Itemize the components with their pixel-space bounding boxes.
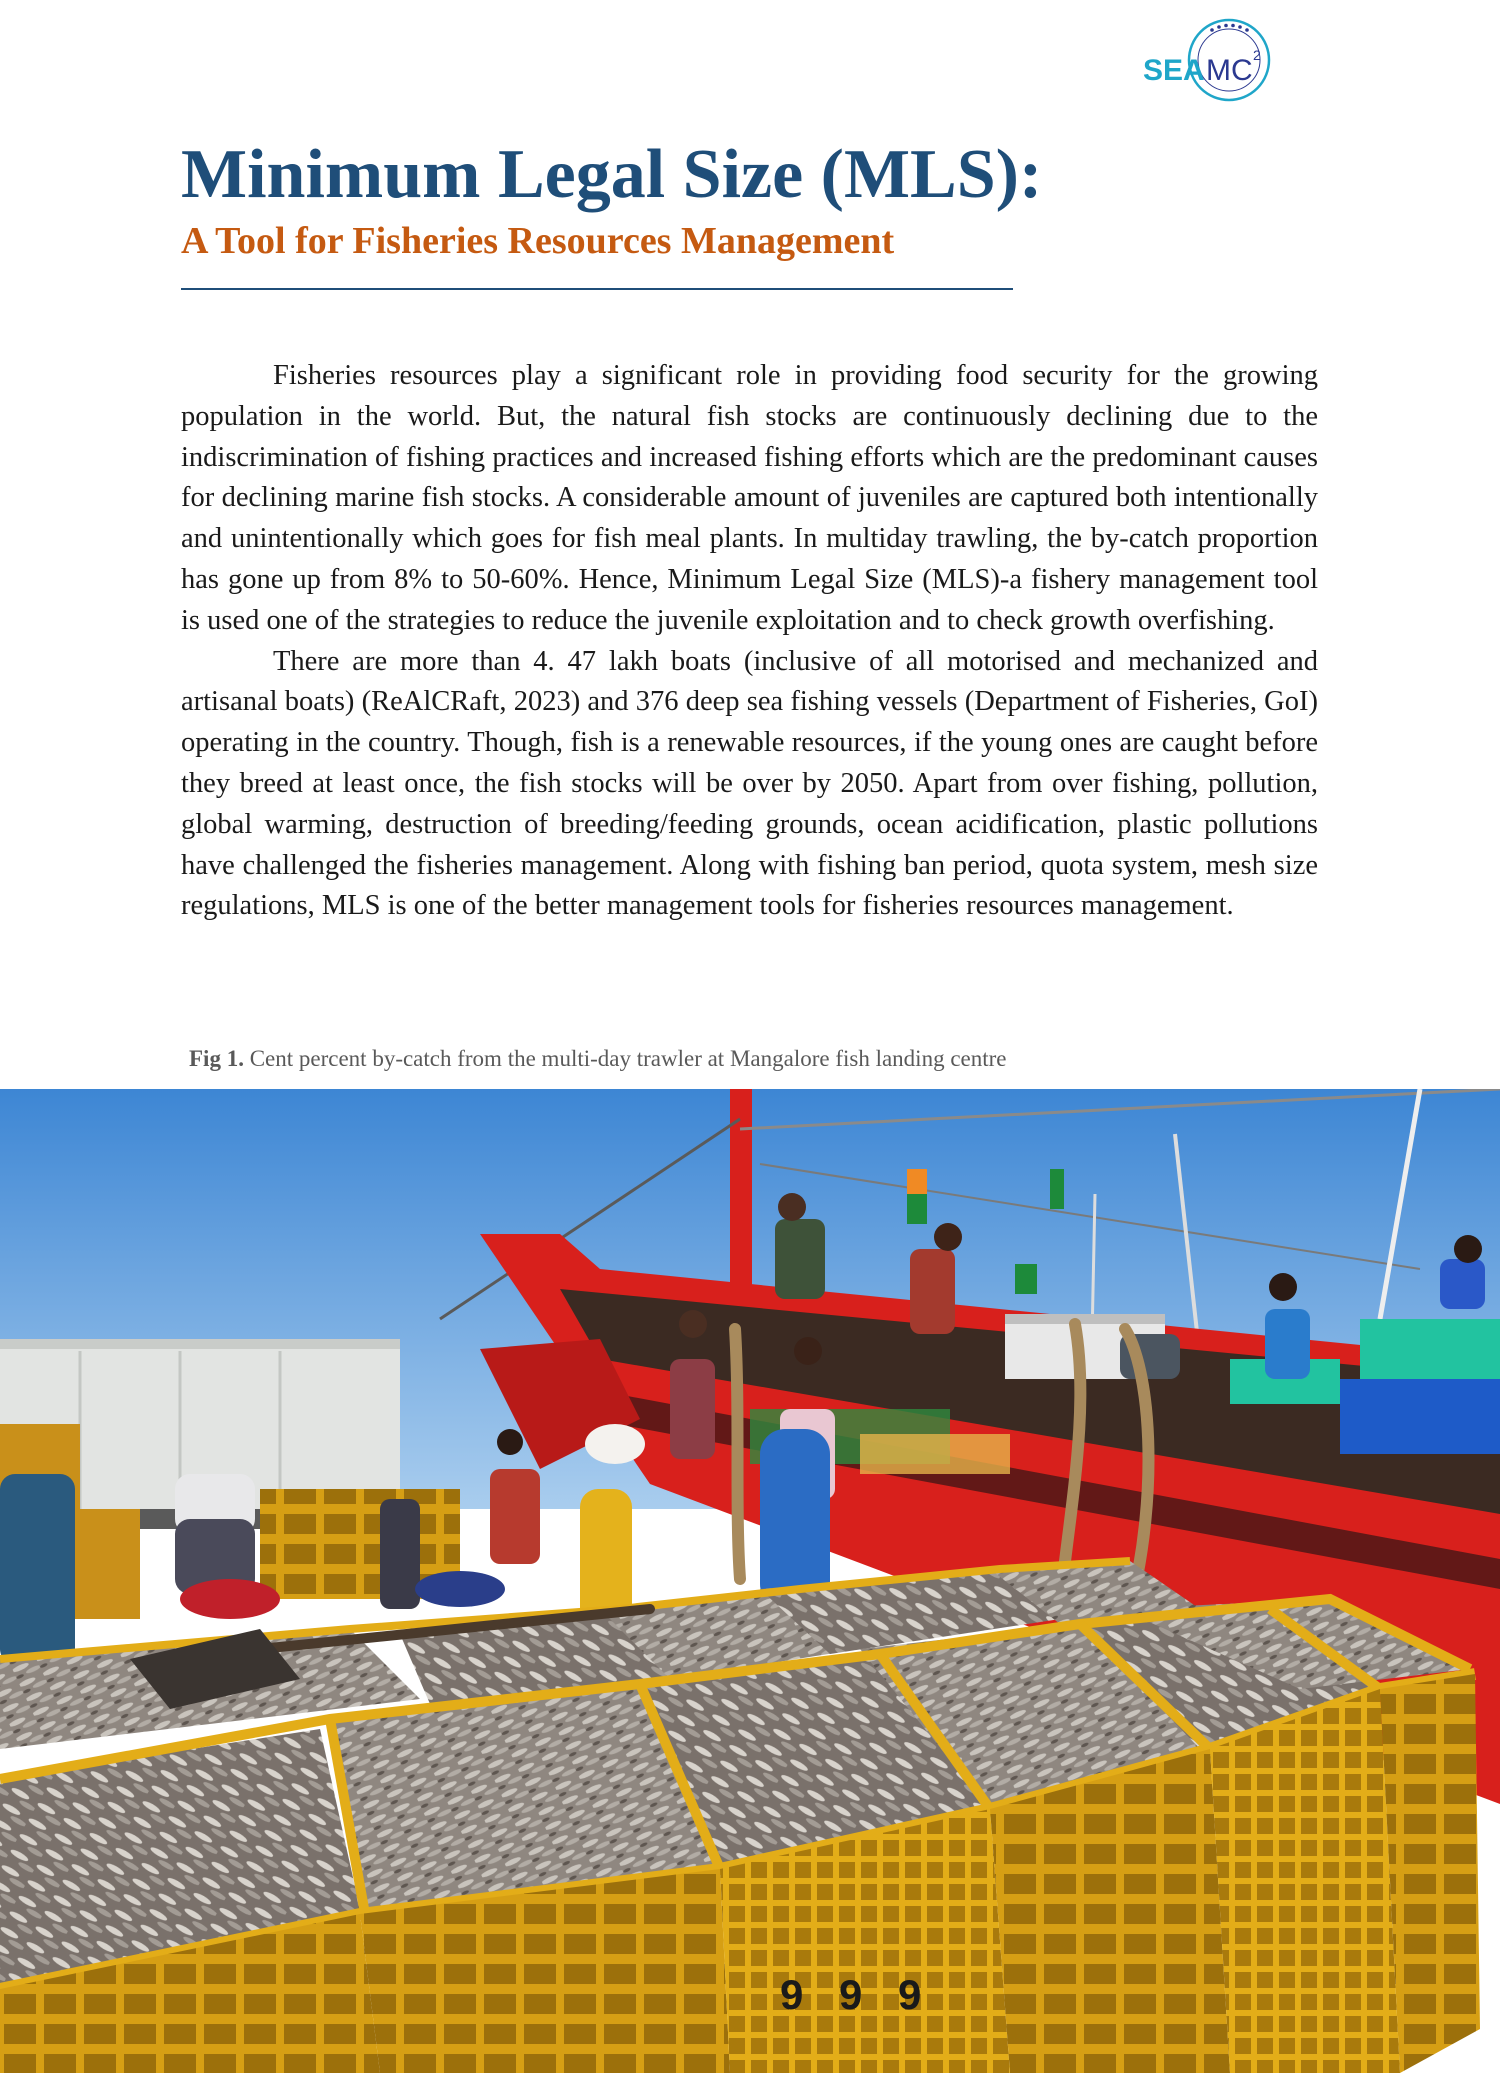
logo-wordmark-mc: MC <box>1206 54 1253 87</box>
crate-number-label: 9 9 9 <box>780 1971 934 2018</box>
fish-landing-photo <box>0 1089 1500 2073</box>
article-body <box>181 356 1318 927</box>
seamc2-logo <box>1140 8 1290 108</box>
figure-caption-text: Cent percent by-catch from the multi-day trawler at Mangalore fish landing centre <box>243 1046 1007 1071</box>
figure-caption <box>189 1043 1007 1075</box>
logo-ring-text <box>1290 8 1291 9</box>
figure-label: Fig 1. <box>189 1046 244 1071</box>
logo-wordmark-sup: 2 <box>1253 47 1261 63</box>
title-divider <box>181 288 1013 290</box>
page-title: Minimum Legal Size (MLS): <box>181 136 1043 213</box>
logo-wordmark-sea: SEA <box>1143 54 1205 87</box>
body-paragraph-2: There are more than 4. 47 lakh boats (inclusive of all motorised and mechanized and artisanal boats) (ReAlCRaft, 2023) and 376 deep sea fishing vessels (Department of Fisheries, GoI) operating in the country. Though, fish is a renewable resources, if the young ones are caught before they breed at least once, the fish stocks will be over by 2050. Apart from over fishing, pollution, global warming, destruction of breeding/feeding grounds, ocean acidification, plastic pollutions have challenged the fisheries management. Along with fishing ban period, quota system, mesh size regulations, MLS is one of the better management tools for fisheries resources management. <box>181 645 1318 922</box>
body-paragraph-1: Fisheries resources play a significant role in providing food security for the growing population in the world. But, the natural fish stocks are continuously declining due to the indiscrimination of fishing practices and increased fishing efforts which are the predominant causes for declining marine fish stocks. A considerable amount of juveniles are captured both intentionally and unintentionally which goes for fish meal plants. In multiday trawling, the by-catch proportion has gone up from 8% to 50-60%. Hence, Minimum Legal Size (MLS)-a fishery management tool is used one of the strategies to reduce the juvenile exploitation and to check growth overfishing. <box>181 360 1318 636</box>
star-ring-icon <box>1210 24 1249 32</box>
page-subtitle: A Tool for Fisheries Resources Management <box>181 220 895 262</box>
